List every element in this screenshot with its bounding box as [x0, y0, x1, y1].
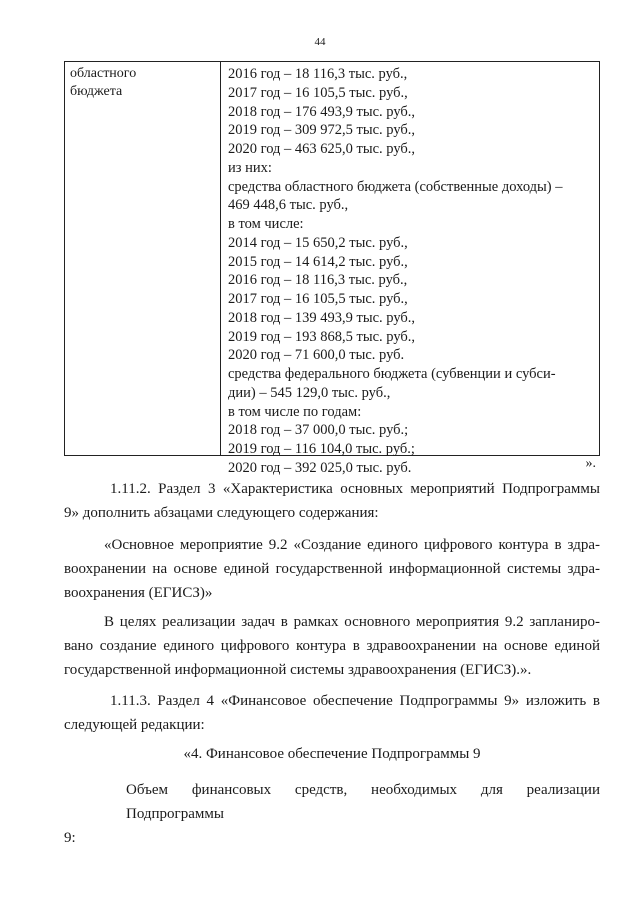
- table-cell-amounts: [228, 65, 596, 478]
- amount-line: из них:: [228, 159, 272, 176]
- paragraph-line: 1.11.3. Раздел 4 «Финансовое обеспечение Подпрограммы 9» изложить в: [110, 693, 600, 709]
- quoted-measure-title: [64, 533, 600, 605]
- amount-line: 2019 год – 116 104,0 тыс. руб.;: [228, 441, 415, 457]
- amount-line: 2019 год – 193 868,5 тыс. руб.,: [228, 328, 416, 345]
- paragraph-line: В целях реализации задач в рамках основного мероприятия 9.2 запланиро-: [104, 614, 600, 630]
- amount-line: 2018 год – 176 493,9 тыс. руб.,: [228, 103, 416, 120]
- paragraph-line: воохранении на основе единой государственной информационной системы здра-: [64, 561, 600, 577]
- cell-line: областного: [70, 66, 137, 81]
- amount-line: 2014 год – 15 650,2 тыс. руб.,: [228, 234, 408, 251]
- table-border-left: [64, 62, 65, 455]
- paragraph-line: «Основное мероприятие 9.2 «Создание единого цифрового контура в здра-: [104, 537, 600, 553]
- amount-line: в том числе по годам:: [228, 403, 362, 420]
- page-number: 44: [314, 36, 326, 48]
- amount-line: 2020 год – 392 025,0 тыс. руб.: [228, 459, 412, 476]
- paragraph-1-11-2: [64, 477, 600, 525]
- amount-line: средства областного бюджета (собственные доходы) –: [228, 178, 563, 195]
- quoted-measure-body: [64, 610, 600, 682]
- amount-line: 2016 год – 18 116,3 тыс. руб.,: [228, 272, 408, 289]
- closing-quote: ».: [585, 456, 596, 471]
- paragraph-line: 9» дополнить абзацами следующего содержания:: [64, 505, 379, 521]
- amount-line: средства федерального бюджета (субвенции и субси-: [228, 366, 556, 382]
- paragraph-line: Объем финансовых средств, необходимых для реализации Подпрограммы: [126, 782, 600, 822]
- amount-line: дии) – 545 129,0 тыс. руб.,: [228, 384, 391, 401]
- paragraph-line: следующей редакции:: [64, 717, 205, 733]
- section-4-heading: «4. Финансовое обеспечение Подпрограммы 9: [183, 746, 481, 762]
- paragraph-line: воохранения (ЕГИСЗ)»: [64, 585, 213, 601]
- amount-line: 2017 год – 16 105,5 тыс. руб.,: [228, 291, 408, 307]
- amount-line: 2017 год – 16 105,5 тыс. руб.,: [228, 84, 408, 101]
- paragraph-line: вано создание единого цифрового контура в здравоохранении на основе единой: [64, 638, 600, 654]
- amount-line: 2019 год – 309 972,5 тыс. руб.,: [228, 122, 416, 139]
- amount-line: 2020 год – 71 600,0 тыс. руб.: [228, 347, 405, 364]
- paragraph-1-11-3: [64, 689, 600, 737]
- paragraph-funding-volume: [64, 778, 600, 850]
- amount-line: 2018 год – 37 000,0 тыс. руб.;: [228, 422, 409, 439]
- paragraph-line: государственной информационной системы здравоохранения (ЕГИСЗ).».: [64, 662, 532, 678]
- amount-line: в том числе:: [228, 216, 304, 232]
- amount-line: 2015 год – 14 614,2 тыс. руб.,: [228, 253, 408, 270]
- amount-line: 2018 год – 139 493,9 тыс. руб.,: [228, 309, 416, 326]
- paragraph-line: 1.11.2. Раздел 3 «Характеристика основных мероприятий Подпрограммы: [110, 481, 600, 497]
- cell-line: бюджета: [70, 84, 123, 99]
- amount-line: 469 448,6 тыс. руб.,: [228, 197, 349, 214]
- table-cell-source: [70, 65, 220, 101]
- table-border-right: [599, 62, 600, 455]
- amount-line: 2016 год – 18 116,3 тыс. руб.,: [228, 66, 408, 82]
- paragraph-line: 9:: [64, 830, 76, 846]
- amount-line: 2020 год – 463 625,0 тыс. руб.,: [228, 141, 416, 157]
- budget-table: [64, 61, 600, 476]
- table-column-divider: [220, 62, 221, 455]
